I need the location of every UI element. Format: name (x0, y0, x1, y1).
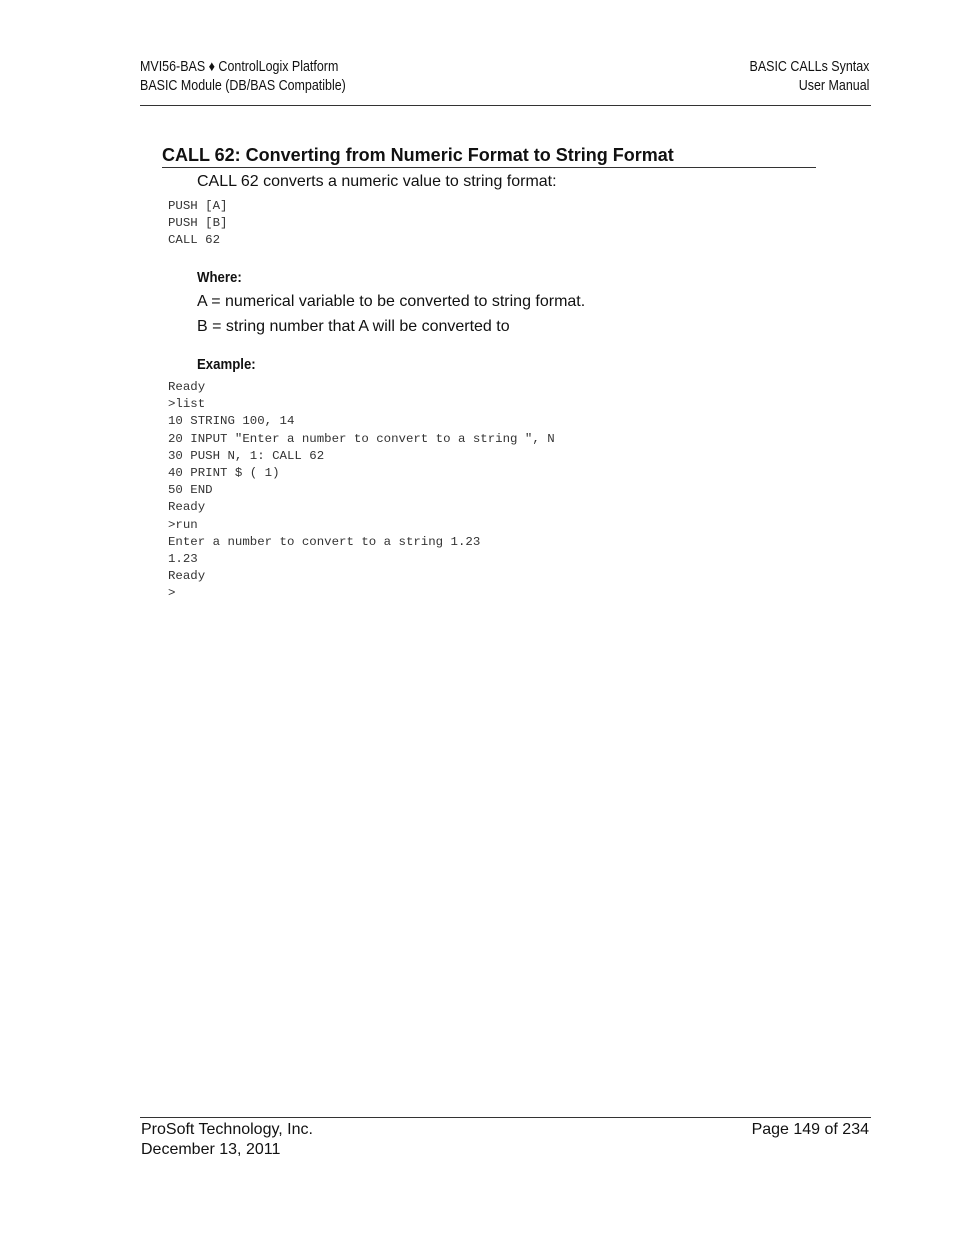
code-line: > (168, 586, 176, 601)
intro-paragraph: CALL 62 converts a numeric value to string format: (197, 173, 557, 190)
code-line: Enter a number to convert to a string 1.23 (168, 534, 481, 549)
code-line: Ready (168, 380, 206, 394)
page-header (140, 56, 871, 106)
code-line: 50 END (168, 483, 213, 498)
header-product-subtitle: BASIC Module (DB/BAS Compatible) (140, 78, 346, 94)
code-line: >run (168, 517, 198, 532)
where-line-b: B = string number that A will be converted to (197, 318, 510, 335)
page-footer (140, 1117, 871, 1158)
code-line: CALL 62 (168, 233, 221, 248)
footer-company: ProSoft Technology, Inc. (141, 1121, 313, 1138)
footer-date: December 13, 2011 (141, 1140, 281, 1158)
code-line: PUSH [A] (168, 199, 228, 213)
code-line: 1.23 (168, 552, 198, 567)
header-manual-type: User Manual (798, 78, 869, 94)
example-heading: Example: (197, 356, 256, 373)
header-left (140, 58, 346, 96)
footer-left (141, 1120, 313, 1159)
code-line: >list (168, 397, 206, 412)
example-code-block (168, 379, 555, 603)
code-line: Ready (168, 500, 206, 515)
code-line: PUSH [B] (168, 216, 228, 231)
header-right (749, 58, 869, 96)
where-heading: Where: (197, 269, 242, 286)
header-product-title: MVI56-BAS ♦ ControlLogix Platform (140, 59, 339, 75)
where-line-a: A = numerical variable to be converted to string format. (197, 293, 586, 310)
code-line: 20 INPUT "Enter a number to convert to a string ", N (168, 431, 555, 446)
footer-page-number: Page 149 of 234 (751, 1121, 869, 1138)
header-chapter-title: BASIC CALLs Syntax (749, 59, 869, 75)
push-code-block (168, 198, 228, 250)
code-line: Ready (168, 569, 206, 584)
section-title: CALL 62: Converting from Numeric Format to String Format (162, 143, 816, 168)
code-line: 30 PUSH N, 1: CALL 62 (168, 448, 325, 463)
code-line: 40 PRINT $ ( 1) (168, 466, 280, 481)
code-line: 10 STRING 100, 14 (168, 414, 295, 429)
